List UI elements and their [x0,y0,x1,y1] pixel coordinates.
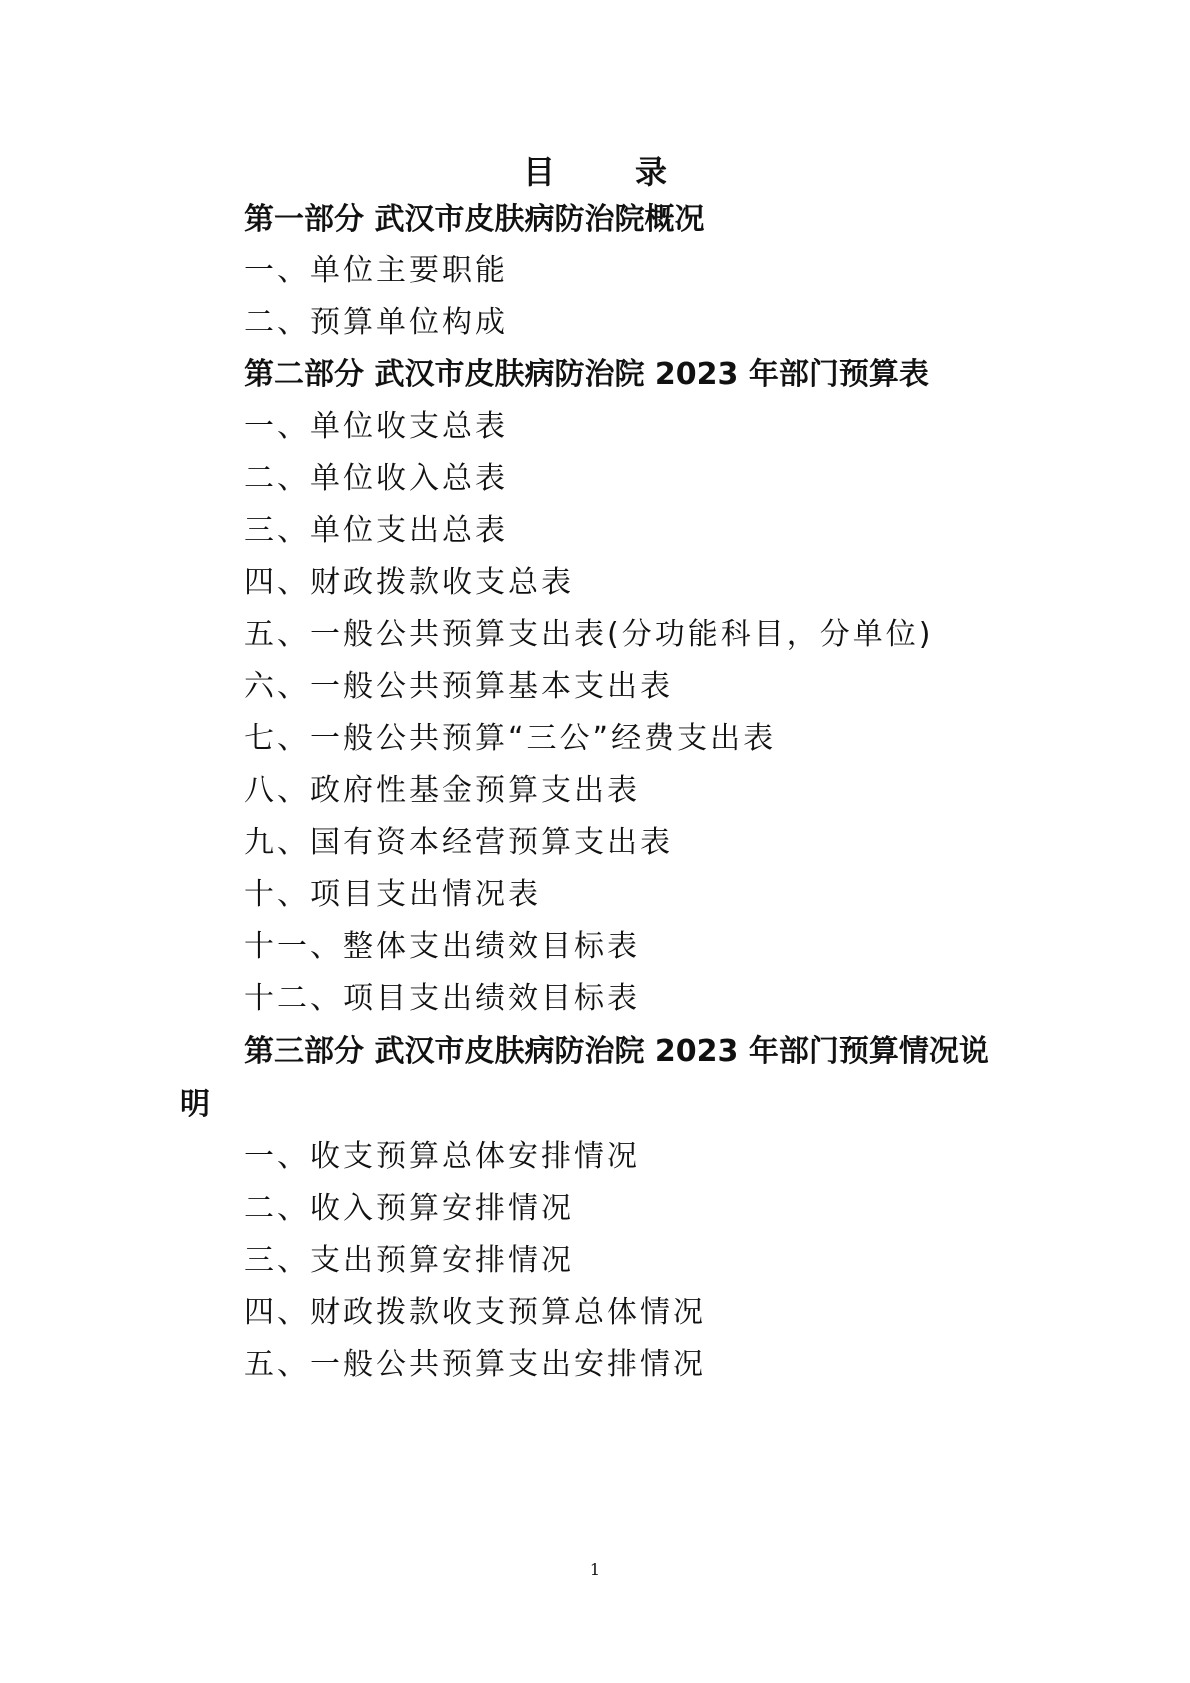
toc-item-part3-1: 一、收支预算总体安排情况 [244,1139,640,1174]
toc-item-part2-4: 四、财政拨款收支总表 [244,565,574,600]
toc-item-part2-7: 七、一般公共预算“三公”经费支出表 [244,721,777,756]
toc-item-part2-8: 八、政府性基金预算支出表 [244,773,640,808]
toc-item-part3-5: 五、一般公共预算支出安排情况 [244,1347,706,1382]
toc-item-part2-6: 六、一般公共预算基本支出表 [244,669,673,704]
toc-item-part3-2: 二、收入预算安排情况 [244,1191,574,1226]
part1-heading: 第一部分 武汉市皮肤病防治院概况 [244,202,705,237]
toc-item-part2-3: 三、单位支出总表 [244,513,508,548]
toc-item-part3-3: 三、支出预算安排情况 [244,1243,574,1278]
toc-item-part1-1: 一、单位主要职能 [244,253,508,288]
toc-item-part2-1: 一、单位收支总表 [244,409,508,444]
toc-item-part2-9: 九、国有资本经营预算支出表 [244,825,673,860]
part3-heading: 第三部分 武汉市皮肤病防治院 2023 年部门预算情况说 [244,1034,989,1069]
toc-item-part2-11: 十一、整体支出绩效目标表 [244,929,640,964]
toc-item-part2-2: 二、单位收入总表 [244,461,508,496]
toc-item-part1-2: 二、预算单位构成 [244,305,508,340]
toc-item-part2-10: 十、项目支出情况表 [244,877,541,912]
toc-item-part2-12: 十二、项目支出绩效目标表 [244,981,640,1016]
part3-heading-continuation: 明 [180,1087,210,1122]
part2-heading: 第二部分 武汉市皮肤病防治院 2023 年部门预算表 [244,357,929,392]
toc-item-part3-4: 四、财政拨款收支预算总体情况 [244,1295,706,1330]
page-number: 1 [589,1560,601,1579]
toc-item-part2-5: 五、一般公共预算支出表(分功能科目，分单位) [244,617,934,652]
toc-title: 目 录 [522,153,691,191]
